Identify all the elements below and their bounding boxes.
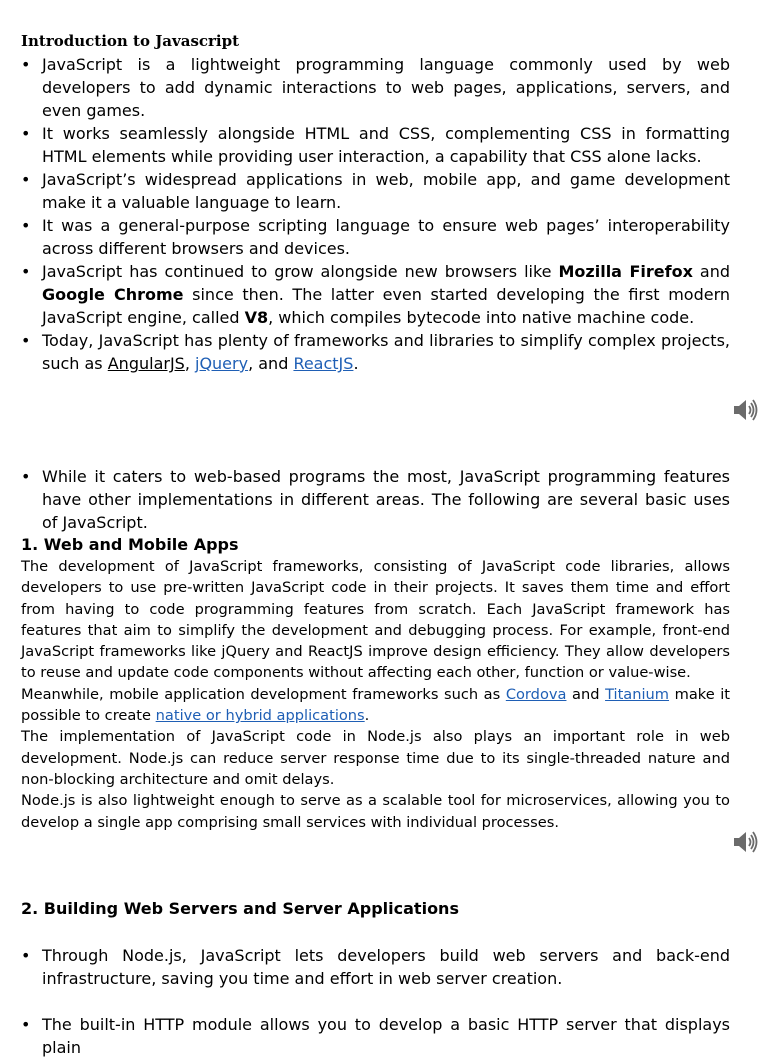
text-span: . bbox=[364, 707, 370, 725]
text-span: , which compiles bytecode into native machine code. bbox=[268, 308, 695, 327]
text-span: , and bbox=[248, 354, 294, 373]
page-title: Introduction to Javascript bbox=[21, 32, 240, 50]
text-span: make it possible to create bbox=[21, 685, 731, 725]
text-span: since then. The latter even started developing the first modern JavaScript engine, called bbox=[42, 285, 731, 327]
list-item bbox=[21, 260, 730, 329]
paragraph bbox=[21, 684, 730, 727]
v8-text: V8 bbox=[244, 308, 269, 327]
paragraph: The implementation of JavaScript code in Node.js also plays an important role in web development. Node.js can reduce server response time due to its single-threaded nature and non-blocking architecture and omit delays. bbox=[21, 728, 730, 788]
text-span: JavaScript has continued to grow alongside new browsers like bbox=[42, 262, 559, 281]
list-item: • JavaScript is a lightweight programming language commonly used by web developers to add dynamic interactions to web pages, applications, servers, and even games. bbox=[21, 53, 730, 122]
speaker-icon[interactable] bbox=[732, 829, 758, 855]
text-span: and bbox=[692, 262, 730, 281]
native-hybrid-link[interactable]: native or hybrid applications bbox=[155, 707, 365, 725]
angularjs-link[interactable]: AngularJS bbox=[107, 354, 185, 373]
text-span: Today, JavaScript has plenty of frameworks and libraries to simplify complex projects, such as bbox=[42, 331, 730, 373]
list-item: • It was a general-purpose scripting language to ensure web pages’ interoperability across different browsers and devices. bbox=[21, 214, 730, 260]
text-span: and bbox=[566, 685, 606, 703]
intro-bullet-list bbox=[21, 53, 730, 375]
speaker-icon[interactable] bbox=[732, 397, 758, 423]
chrome-text: Google Chrome bbox=[42, 285, 184, 304]
section2-bullet-list-cont bbox=[21, 1013, 730, 1059]
list-item bbox=[21, 329, 730, 375]
text-span: , bbox=[184, 354, 195, 373]
titanium-link[interactable]: Titanium bbox=[605, 685, 670, 703]
section1-body bbox=[21, 556, 730, 833]
paragraph: The development of JavaScript frameworks, consisting of JavaScript code libraries, allows developers to use pre-written JavaScript code in their projects. It saves them time and effort from having to code programming features from scratch. Each JavaScript framework has features that aim to simplify the development and debugging process. For example, front-end JavaScript frameworks like jQuery and ReactJS improve design efficiency. They allow developers to reuse and update code components without affecting each other, function or value-wise. bbox=[21, 558, 730, 682]
section-heading: 1. Web and Mobile Apps bbox=[21, 535, 239, 554]
firefox-text: Mozilla Firefox bbox=[558, 262, 693, 281]
list-item: • Through Node.js, JavaScript lets developers build web servers and back-end infrastructure, saving you time and effort in web server creation. bbox=[21, 944, 730, 990]
list-item: • The built-in HTTP module allows you to develop a basic HTTP server that displays plain bbox=[21, 1013, 730, 1059]
list-item: • JavaScript’s widespread applications in web, mobile app, and game development make it a valuable language to learn. bbox=[21, 168, 730, 214]
text-span: Meanwhile, mobile application development frameworks such as bbox=[21, 685, 506, 703]
cordova-link[interactable]: Cordova bbox=[505, 685, 567, 703]
list-item: • While it caters to web-based programs the most, JavaScript programming features have other implementations in different areas. The following are several basic uses of JavaScript. bbox=[21, 465, 730, 534]
jquery-link[interactable]: jQuery bbox=[195, 354, 249, 373]
section-heading: 2. Building Web Servers and Server Applications bbox=[21, 899, 459, 918]
uses-bullet-list bbox=[21, 465, 730, 534]
reactjs-link[interactable]: ReactJS bbox=[293, 354, 354, 373]
text-span: . bbox=[353, 354, 359, 373]
list-item: • It works seamlessly alongside HTML and CSS, complementing CSS in formatting HTML elements while providing user interaction, a capability that CSS alone lacks. bbox=[21, 122, 730, 168]
section2-bullet-list bbox=[21, 944, 730, 990]
paragraph: Node.js is also lightweight enough to serve as a scalable tool for microservices, allowing you to develop a single app comprising small services with individual processes. bbox=[21, 792, 730, 831]
